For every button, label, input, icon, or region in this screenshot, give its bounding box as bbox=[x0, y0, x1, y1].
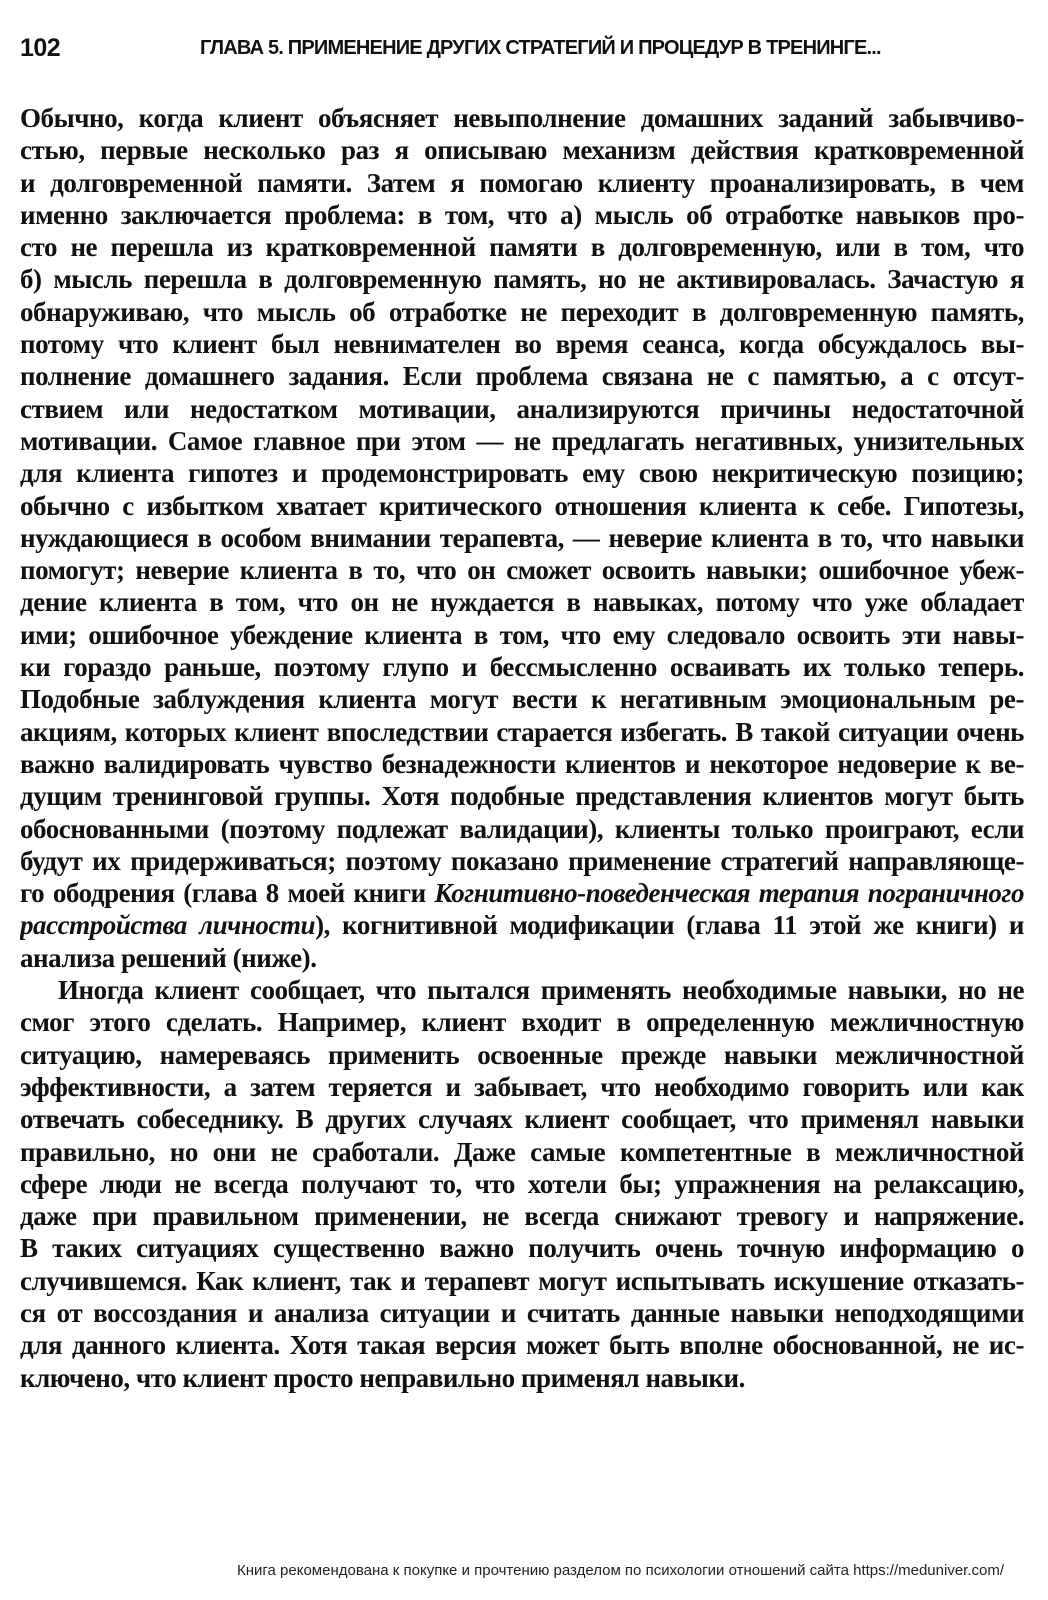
text-line: и долговременной памяти. Затем я помогаю клиенту проанализировать, в чем bbox=[20, 167, 1024, 198]
text-line: отвечать собеседнику. В других случаях клиент сообщает, что применял навыки bbox=[20, 1104, 1024, 1135]
text-line: В таких ситуациях существенно важно получить очень точную информацию о bbox=[20, 1233, 1024, 1264]
text-line: важно валидировать чувство безнадежности клиентов и некоторое недоверие к ве- bbox=[20, 748, 1024, 779]
text-line: Подобные заблуждения клиента могут вести к негативным эмоциональным ре- bbox=[20, 684, 1024, 715]
text-line: будут их придерживаться; поэтому показано применение стратегий направляюще- bbox=[20, 845, 1024, 876]
body-text bbox=[20, 102, 1024, 1394]
text-line: полнение домашнего задания. Если проблема связана не с памятью, а с отсут- bbox=[20, 361, 1024, 392]
chapter-running-head: ГЛАВА 5. ПРИМЕНЕНИЕ ДРУГИХ СТРАТЕГИЙ И ПРОЦЕДУР В ТРЕНИНГЕ... bbox=[200, 37, 881, 59]
text-line: Обычно, когда клиент объясняет невыполнение домашних заданий забывчиво- bbox=[20, 103, 1024, 133]
text-line: именно заключается проблема: в том, что а) мысль об отработке навыков про- bbox=[20, 199, 1024, 230]
text-line: дущим тренинговой группы. Хотя подобные представления клиентов могут быть bbox=[20, 781, 1024, 812]
text-line: б) мысль перешла в долговременную память, но не активировалась. Зачастую я bbox=[20, 264, 1024, 295]
text-line: мотивации. Самое главное при этом — не предлагать негативных, унизительных bbox=[20, 425, 1024, 456]
page-number: 102 bbox=[20, 34, 61, 62]
text-line: обычно с избытком хватает критического отношения клиента к себе. Гипотезы, bbox=[20, 490, 1024, 521]
text-line: для клиента гипотез и продемонстрировать ему свою некритическую позицию; bbox=[20, 458, 1024, 489]
text-line: обнаруживаю, что мысль об отработке не переходит в долговременную память, bbox=[20, 296, 1024, 327]
text-fragment: го ободрения (глава 8 моей книги bbox=[20, 878, 435, 909]
text-line: ими; ошибочное убеждение клиента в том, что ему следовало освоить эти навы- bbox=[20, 619, 1024, 650]
text-line: для данного клиента. Хотя такая версия может быть вполне обоснованной, не ис- bbox=[20, 1330, 1024, 1361]
text-line: Иногда клиент сообщает, что пытался применять необходимые навыки, но не bbox=[58, 975, 1024, 1006]
book-title-italic: Когнитивно-поведенческая терапия пограничного bbox=[434, 878, 1024, 909]
text-line-with-book-title bbox=[20, 877, 1024, 909]
text-line: ки гораздо раньше, поэтому глупо и бессмысленно осваивать их только теперь. bbox=[20, 652, 1024, 683]
text-line: анализа решений (ниже). bbox=[20, 942, 317, 973]
text-line: нуждающиеся в особом внимании терапевта, — неверие клиента в то, что навыки bbox=[20, 522, 1024, 553]
text-line: правильно, но они не сработали. Даже самые компетентные в межличностной bbox=[20, 1136, 1024, 1167]
text-line: сто не перешла из кратковременной памяти в долговременную, или в том, что bbox=[20, 232, 1024, 263]
page-header bbox=[20, 34, 1020, 66]
text-line: ся от воссоздания и анализа ситуации и считать данные навыки неподходящими bbox=[20, 1297, 1024, 1328]
text-fragment: ), когнитивной модификации (глава 11 этой же книги) и bbox=[315, 910, 1024, 941]
text-line-with-book-title bbox=[20, 909, 1024, 941]
text-line: обоснованными (поэтому подлежат валидации), клиенты только проиграют, если bbox=[20, 813, 1024, 844]
text-line: эффективности, а затем теряется и забывает, что необходимо говорить или как bbox=[20, 1071, 1024, 1102]
page-footer-note: Книга рекомендована к покупке и прочтению разделом по психологии отношений сайта https://meduniver.com/ bbox=[237, 1562, 1004, 1579]
text-line: ключено, что клиент просто неправильно применял навыки. bbox=[20, 1362, 745, 1393]
text-line: потому что клиент был невнимателен во время сеанса, когда обсуждалось вы- bbox=[20, 329, 1024, 360]
text-line: смог этого сделать. Например, клиент входит в определенную межличностную bbox=[20, 1007, 1024, 1038]
text-line: помогут; неверие клиента в то, что он сможет освоить навыки; ошибочное убеж- bbox=[20, 555, 1024, 586]
text-line: стью, первые несколько раз я описываю механизм действия кратковременной bbox=[20, 135, 1024, 166]
text-line: дение клиента в том, что он не нуждается в навыках, потому что уже обладает bbox=[20, 587, 1024, 618]
text-line: даже при правильном применении, не всегда снижают тревогу и напряжение. bbox=[20, 1201, 1024, 1232]
text-line: акциям, которых клиент впоследствии старается избегать. В такой ситуации очень bbox=[20, 716, 1024, 747]
book-title-italic: расстройства личности bbox=[20, 910, 316, 941]
text-line: сфере люди не всегда получают то, что хотели бы; упражнения на релаксацию, bbox=[20, 1168, 1024, 1199]
paragraph-2 bbox=[20, 974, 1024, 1394]
text-line: ситуацию, намереваясь применить освоенные прежде навыки межличностной bbox=[20, 1039, 1024, 1070]
text-line: случившемся. Как клиент, так и терапевт могут испытывать искушение отказать- bbox=[20, 1265, 1024, 1296]
paragraph-1 bbox=[20, 102, 1024, 974]
text-line: ствием или недостатком мотивации, анализируются причины недостаточной bbox=[20, 393, 1024, 424]
